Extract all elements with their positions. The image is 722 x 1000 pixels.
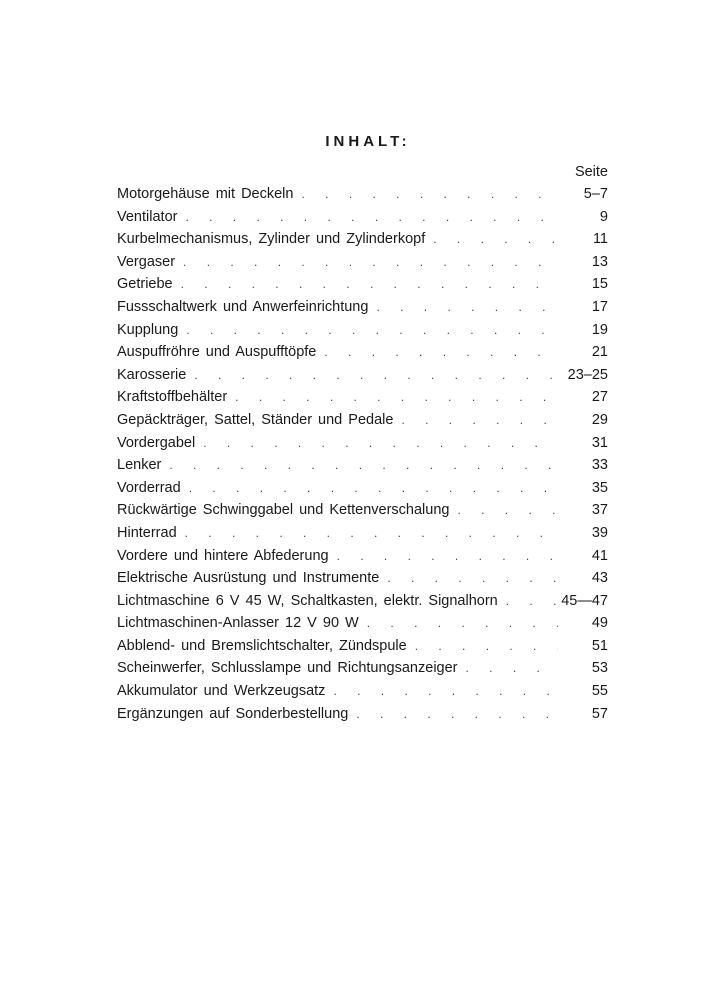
- toc-entry: [117, 570, 608, 593]
- dot-leader: [466, 661, 559, 675]
- toc-entry-page-number: 55: [591, 683, 608, 700]
- dot-leader: [235, 390, 558, 404]
- toc-entry: [117, 231, 608, 254]
- toc-entry-title: Kraftstoffbehälter: [117, 389, 228, 406]
- toc-entry: [117, 660, 608, 683]
- toc-entry-page-number: 41: [591, 547, 608, 564]
- toc-entry: [117, 525, 608, 548]
- toc-entry: [117, 299, 608, 322]
- toc-entry: [117, 276, 608, 299]
- toc-entry-title: Rückwärtige Schwinggabel und Kettenverschalung: [117, 502, 450, 519]
- toc-entry: [117, 367, 608, 390]
- toc-entry-title: Lichtmaschinen-Anlasser 12 V 90 W: [117, 615, 359, 632]
- toc-entry-title: Vorderrad: [117, 479, 181, 496]
- toc-entry-title: Abblend- und Bremslichtschalter, Zündspule: [117, 637, 407, 654]
- dot-leader: [356, 707, 558, 721]
- dot-leader: [186, 323, 558, 337]
- toc-entry-title: Auspuffröhre und Auspufftöpfe: [117, 344, 317, 361]
- dot-leader: [203, 436, 558, 450]
- dot-leader: [433, 232, 558, 246]
- toc-entry: [117, 412, 608, 435]
- toc-entry-title: Akkumulator und Werkzeugsatz: [117, 683, 326, 700]
- dot-leader: [324, 345, 558, 359]
- toc-entry-page-number: 13: [591, 253, 608, 270]
- toc-entry-page-number: 19: [591, 321, 608, 338]
- page-title: INHALT:: [325, 133, 411, 150]
- toc-entry-title: Ergänzungen auf Sonderbestellung: [117, 705, 349, 722]
- toc-entry-title: Vergaser: [117, 253, 176, 270]
- toc-entry: [117, 502, 608, 525]
- dot-leader: [169, 458, 558, 472]
- toc-entry-title: Scheinwerfer, Schlusslampe und Richtungsanzeiger: [117, 660, 458, 677]
- toc-entry: [117, 389, 608, 412]
- dot-leader: [457, 503, 558, 517]
- toc-entry-page-number: 5–7: [583, 186, 608, 202]
- page-column-header: Seite: [574, 164, 608, 180]
- toc-entry-page-number: 33: [591, 457, 608, 474]
- toc-entry: [117, 480, 608, 503]
- toc-entry: [117, 209, 608, 232]
- toc-entry-title: Fussschaltwerk und Anwerfeinrichtung: [117, 298, 369, 315]
- toc-entry-title: Lichtmaschine 6 V 45 W, Schaltkasten, elektr. Signalhorn: [117, 592, 498, 609]
- toc-entry-page-number: 15: [591, 276, 608, 293]
- toc-entry-page-number: 43: [591, 570, 608, 587]
- toc-entry-page-number: 49: [591, 615, 608, 632]
- toc-entry-page-number: 35: [591, 479, 608, 496]
- toc-entry: [117, 322, 608, 345]
- toc-entry-page-number: 57: [591, 705, 608, 722]
- toc-entry-title: Karosserie: [117, 366, 187, 383]
- toc-entry-title: Vordere und hintere Abfederung: [117, 547, 329, 564]
- toc-entry-page-number: 37: [591, 502, 608, 519]
- dot-leader: [185, 526, 558, 540]
- toc-entry-title: Kurbelmechanismus, Zylinder und Zylinderkopf: [117, 231, 426, 248]
- dot-leader: [337, 549, 558, 563]
- toc-entry-title: Lenker: [117, 457, 162, 474]
- toc-entry-title: Getriebe: [117, 276, 173, 293]
- dot-leader: [301, 187, 558, 201]
- toc-entry-page-number: 27: [591, 389, 608, 406]
- toc-entry-page-number: 53: [591, 660, 608, 677]
- toc-entry-page-number: 23–25: [567, 366, 608, 383]
- toc-entry: [117, 706, 608, 729]
- toc-entry-page-number: 21: [591, 344, 608, 361]
- dot-leader: [183, 255, 558, 269]
- toc-entry: [117, 683, 608, 706]
- toc-entry-page-number: 29: [591, 411, 608, 428]
- toc-entry: [117, 638, 608, 661]
- toc-entry-page-number: 11: [592, 231, 608, 248]
- toc-entry-title: Motorgehäuse mit Deckeln: [117, 186, 294, 202]
- toc-entry-title: Kupplung: [117, 321, 179, 338]
- toc-entry-page-number: 45—47: [561, 592, 608, 609]
- dot-leader: [181, 277, 558, 291]
- dot-leader: [387, 571, 558, 585]
- dot-leader: [506, 594, 558, 608]
- toc-entry: [117, 344, 608, 367]
- toc-entry: [117, 593, 608, 616]
- toc-entry-page-number: 17: [591, 298, 608, 315]
- dot-leader: [376, 300, 558, 314]
- dot-leader: [401, 413, 558, 427]
- toc-entry: [117, 435, 608, 458]
- dot-leader: [415, 639, 558, 653]
- toc-entry-title: Ventilator: [117, 208, 178, 225]
- dot-leader: [333, 684, 558, 698]
- table-of-contents: [117, 186, 608, 728]
- toc-entry: [117, 186, 608, 209]
- dot-leader: [189, 481, 558, 495]
- dot-leader: [185, 210, 558, 224]
- toc-entry-title: Vordergabel: [117, 434, 196, 451]
- toc-entry-title: Elektrische Ausrüstung und Instrumente: [117, 570, 380, 587]
- dot-leader: [367, 616, 558, 630]
- toc-entry: [117, 254, 608, 277]
- toc-entry: [117, 615, 608, 638]
- toc-entry-page-number: 31: [591, 434, 608, 451]
- toc-entry-page-number: 9: [599, 208, 608, 225]
- toc-entry-page-number: 39: [591, 524, 608, 541]
- toc-entry: [117, 457, 608, 480]
- toc-entry: [117, 548, 608, 571]
- dot-leader: [194, 368, 558, 382]
- toc-entry-title: Hinterrad: [117, 524, 177, 541]
- toc-entry-title: Gepäckträger, Sattel, Ständer und Pedale: [117, 411, 394, 428]
- toc-entry-page-number: 51: [591, 637, 608, 654]
